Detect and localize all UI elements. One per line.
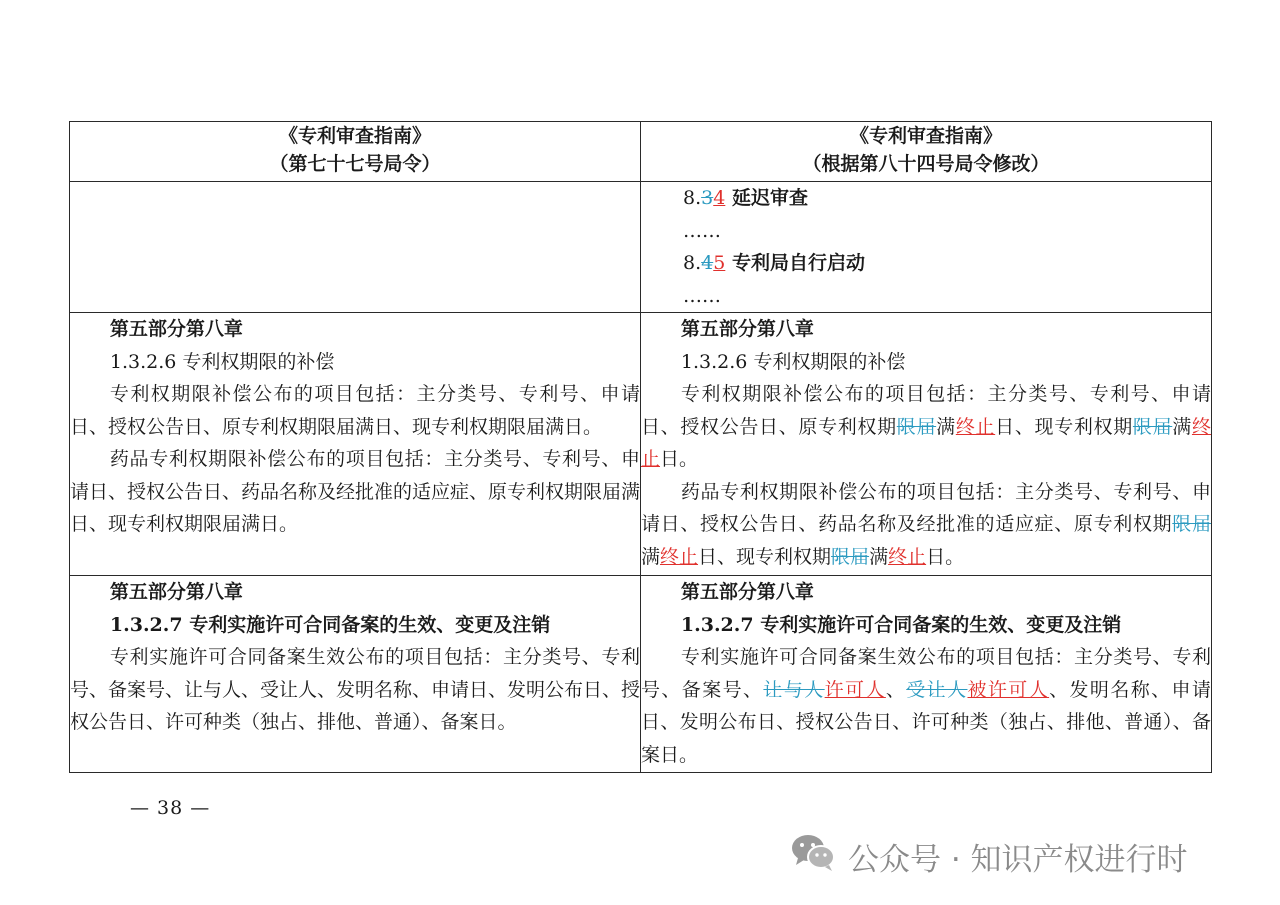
paragraph: 专利权期限补偿公布的项目包括：主分类号、专利号、申请日、授权公告日、原专利权期限届满日、现专利权期限届满日。 xyxy=(70,383,640,438)
inserted-text: 5 xyxy=(713,252,726,274)
deleted-text: 4 xyxy=(701,252,714,274)
row3-left-cell xyxy=(70,576,641,773)
table-row xyxy=(70,576,1212,773)
inserted-text: 终止 xyxy=(955,415,996,438)
page-number: — 38 — xyxy=(130,797,211,819)
row1-left-cell xyxy=(70,182,641,313)
chapter-heading: 第五部分第八章 xyxy=(680,581,814,603)
deleted-text: 限届 xyxy=(1132,415,1173,438)
header-right-subtitle: （根据第八十四号局令修改） xyxy=(802,153,1050,175)
chapter-heading: 第五部分第八章 xyxy=(680,318,814,340)
deleted-text: 受让人 xyxy=(906,678,968,701)
watermark xyxy=(790,832,1188,880)
header-left-subtitle: （第七十七号局令） xyxy=(269,153,441,175)
deleted-text: 3 xyxy=(701,187,714,209)
deleted-text: 让与人 xyxy=(763,678,825,701)
inserted-text: 4 xyxy=(713,187,726,209)
wechat-icon xyxy=(790,832,838,880)
list-item: 8.45 专利局自行启动 xyxy=(683,252,865,274)
paragraph: 专利实施许可合同备案生效公布的项目包括：主分类号、专利号、备案号、让与人许可人、受让人被许可人、发明名称、申请日、发明公布日、授权公告日、许可种类（独占、排他、普通）、备案日。 xyxy=(641,646,1211,766)
row1-right-cell xyxy=(641,182,1212,313)
inserted-text: 终止 xyxy=(641,415,1211,470)
paragraph: 专利实施许可合同备案生效公布的项目包括：主分类号、专利号、备案号、让与人、受让人、发明名称、申请日、发明公布日、授权公告日、许可种类（独占、排他、普通）、备案日。 xyxy=(70,646,641,733)
section-heading: 1.3.2.6 专利权期限的补偿 xyxy=(109,350,335,373)
list-item: 8.34 延迟审查 xyxy=(683,187,808,209)
row2-left-cell xyxy=(70,313,641,576)
inserted-text: 被许可人 xyxy=(967,678,1050,701)
chapter-heading: 第五部分第八章 xyxy=(109,581,243,603)
header-left-title: 《专利审查指南》 xyxy=(278,125,431,147)
row3-right-cell xyxy=(641,576,1212,773)
ellipsis: …… xyxy=(683,284,721,307)
paragraph: 专利权期限补偿公布的项目包括：主分类号、专利号、申请日、授权公告日、原专利权期限届满终止日、现专利权期限届满终止日。 xyxy=(641,383,1211,470)
deleted-text: 限届 xyxy=(896,415,937,438)
header-right-title: 《专利审查指南》 xyxy=(849,125,1002,147)
paragraph: 药品专利权期限补偿公布的项目包括：主分类号、专利号、申请日、授权公告日、药品名称及经批准的适应症、原专利权期限届满终止日、现专利权期限届满终止日。 xyxy=(641,480,1211,568)
table-row xyxy=(70,313,1212,576)
paragraph: 药品专利权期限补偿公布的项目包括：主分类号、专利号、申请日、授权公告日、药品名称及经批准的适应症、原专利权期限届满日、现专利权期限届满日。 xyxy=(70,448,641,535)
inserted-text: 许可人 xyxy=(824,678,886,701)
deleted-text: 限届 xyxy=(831,545,870,568)
row2-right-cell xyxy=(641,313,1212,576)
section-heading: 1.3.2.6 专利权期限的补偿 xyxy=(680,350,906,373)
table-row xyxy=(70,182,1212,313)
inserted-text: 终止 xyxy=(660,545,699,568)
section-heading: 1.3.2.7 专利实施许可合同备案的生效、变更及注销 xyxy=(109,613,551,636)
watermark-text: 公众号 · 知识产权进行时 xyxy=(848,841,1188,878)
header-row xyxy=(70,122,1212,182)
chapter-heading: 第五部分第八章 xyxy=(109,318,243,340)
comparison-table xyxy=(69,121,1212,773)
deleted-text: 限届 xyxy=(1172,513,1211,535)
header-right xyxy=(641,122,1212,182)
inserted-text: 终止 xyxy=(888,545,927,568)
ellipsis: …… xyxy=(683,219,721,242)
header-left xyxy=(70,122,641,182)
section-heading: 1.3.2.7 专利实施许可合同备案的生效、变更及注销 xyxy=(680,613,1122,636)
